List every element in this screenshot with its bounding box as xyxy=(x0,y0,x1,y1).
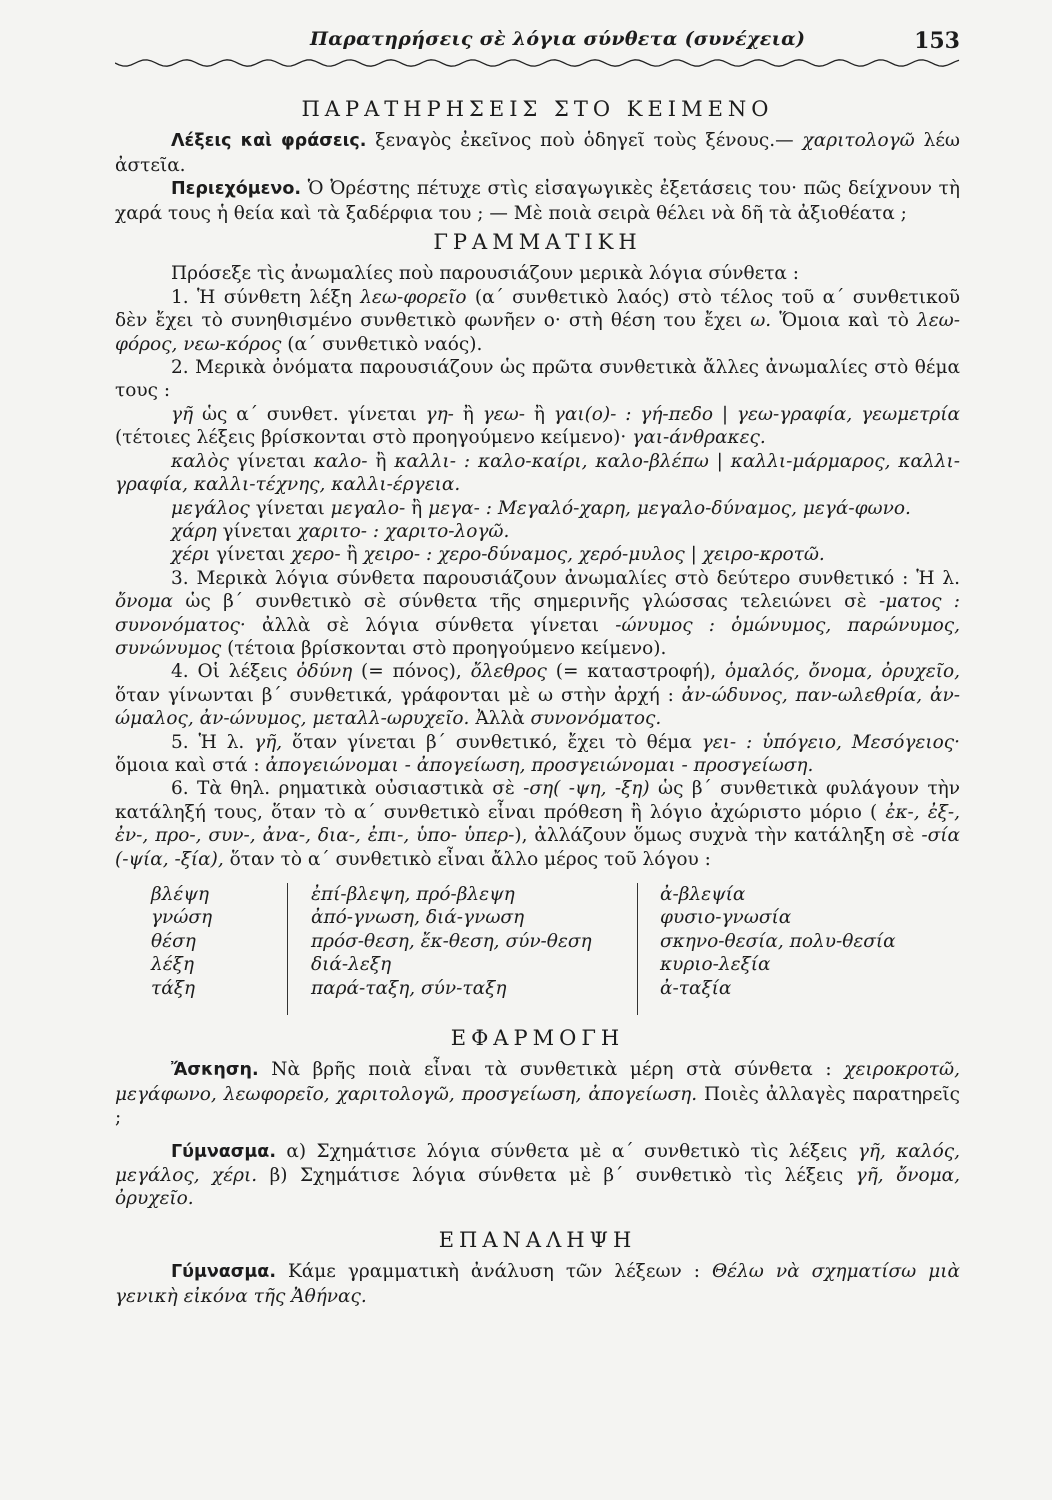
text: ὅταν γίνεται β΄ συνθετικό, ἔχει τὸ θέμα xyxy=(282,731,702,753)
text: ἢ xyxy=(525,403,554,425)
text: 3. Μερικὰ λόγια σύνθετα παρουσιάζουν ἀνωμαλίες στὸ δεύτερο συνθετικό : Ἡ λ. xyxy=(171,567,960,589)
term: καλλι- : καλο-καίρι, καλο-βλέπω | καλλι-μάρμαρος, καλλι-γραφία, καλλι-τέχνης, καλλι-έργεια. xyxy=(115,450,960,496)
lexicon-definition: λέω ἀστεῖα. xyxy=(115,130,961,176)
observations-heading: ΠΑΡΑΤΗΡΗΣΕΙΣ ΣΤΟ ΚΕΙΜΕΝΟ xyxy=(301,97,774,121)
content-text: Ὁ Ὀρέστης πέτυχε στὶς εἰσαγωγικὲς ἐξετάσεις του· πῶς δείχνουν τὴ χαρά τους ἡ θεία καὶ τὰ ξαδέρφια του ; — Μὲ ποιὰ σειρὰ θέλει νὰ δῆ τὰ ἀξιοθέατα ; xyxy=(115,178,960,224)
exercise-2 xyxy=(115,1140,960,1211)
wavy-rule xyxy=(115,56,960,70)
term: χειροκροτῶ, μεγάφωνο, λεωφορεῖο, χαριτολογῶ, προσγείωση, ἀπογείωση. xyxy=(115,1059,960,1105)
text: ἀλλὰ σὲ λόγια σύνθετα γίνεται xyxy=(245,614,616,636)
exercise-label: Ἄσκηση. xyxy=(171,1060,259,1081)
text: α) Σχημάτισε λόγια σύνθετα μὲ α΄ συνθετικὸ τὶς λέξεις xyxy=(275,1140,858,1162)
term: ὀδύνη xyxy=(296,661,353,683)
term: γῆ, xyxy=(254,731,283,753)
term: καλὸς xyxy=(171,450,229,472)
rule-1-term: λεω-φορεῖο xyxy=(360,286,467,308)
table-cell: φυσιο-γνωσία xyxy=(660,907,792,929)
table-cell: γνώση xyxy=(151,907,213,929)
rule-1-term: ω. xyxy=(750,310,772,332)
rule-1-text: 1. Ἡ σύνθετη λέξη xyxy=(171,286,361,308)
text: ὡς β΄ συνθετικὰ φυλάγουν τὴν κατάληξή τους, ὅταν τὸ α΄ συνθετικὸ εἶναι πρόθεση ἢ λόγιο ἀχώριστο μόριο ( xyxy=(115,778,961,823)
rule-2-cheri xyxy=(115,543,960,566)
term: χειρο- : χερο-δύναμος, χερό-μυλος | χειρο-κροτῶ. xyxy=(363,544,825,566)
table-cell: ἀ-βλεψία xyxy=(660,884,746,905)
term: μεγα- : Μεγαλό-χαρη, μεγαλο-δύναμος, μεγά-φωνο. xyxy=(428,497,911,519)
lexicon-paragraph xyxy=(115,129,960,177)
text: (τέτοιες λέξεις βρίσκονται στὸ προηγούμενο κείμενο)· xyxy=(115,427,633,449)
lexicon-label: Λέξεις καὶ φράσεις. xyxy=(171,131,367,152)
text: β) Σχημάτισε λόγια σύνθετα μὲ β΄ συνθετικὸ τὶς λέξεις xyxy=(257,1165,856,1187)
text: 6. Τὰ θηλ. ρηματικὰ οὐσιαστικὰ σὲ xyxy=(171,778,524,800)
term: -ώνυμος : ὁμώνυμος, παρώνυμος, συνώνυμος xyxy=(115,614,960,659)
column-divider xyxy=(287,883,288,1015)
term: ἐκ-, ἐξ-, ἐν-, προ-, συν-, ἀνα-, δια-, ἐπι-, ὑπο- ὑπερ- xyxy=(115,801,960,847)
rule-1 xyxy=(115,286,960,356)
preposition-column xyxy=(311,883,592,1000)
text: ἢ xyxy=(340,544,364,566)
text: ὅταν τὸ α΄ συνθετικὸ εἶναι ἄλλο μέρος τοῦ λόγου : xyxy=(223,848,711,870)
table-cell: κυριο-λεξία xyxy=(660,954,771,976)
table-cell: διά-λεξη xyxy=(311,954,392,976)
text: γίνεται xyxy=(249,497,331,519)
table-cell: ἀπό-γνωση, διά-γνωση xyxy=(311,907,525,929)
term: χέρι xyxy=(171,544,211,566)
exercise-label: Γύμνασμα. xyxy=(171,1262,276,1283)
term: καλο- xyxy=(313,450,368,472)
table-cell: λέξη xyxy=(151,954,194,976)
term: χαριτο- : χαριτο-λογῶ. xyxy=(297,520,510,542)
term: γει- : ὑπόγειο, Μεσόγειος· xyxy=(701,731,960,753)
text: γίνεται xyxy=(228,450,314,472)
text: Κάμε γραμματικὴ ἀνάλυση τῶν λέξεων : xyxy=(275,1261,712,1283)
text: ὡς β΄ συνθετικὸ σὲ σύνθετα τῆς σημερινῆς γλώσσας τελειώνει σὲ xyxy=(173,591,879,613)
rule-2-kalos xyxy=(115,450,960,497)
text: γίνεται xyxy=(216,520,298,542)
table-cell: πρόσ-θεση, ἔκ-θεση, σύν-θεση xyxy=(311,930,592,952)
exercise-label: Γύμνασμα. xyxy=(171,1141,276,1162)
running-header xyxy=(115,22,960,72)
rule-4 xyxy=(115,660,960,730)
page-content xyxy=(115,92,960,1308)
term: χερο- xyxy=(291,544,341,566)
rule-1-text: (α΄ συνθετικὸ λαός) στὸ τέλος τοῦ α΄ συνθετικοῦ δὲν ἔχει τὸ συνηθισμένο συνθετικὸ φωνῆεν ο· στὴ θέση του ἔχει xyxy=(115,286,960,332)
text: γίνεται xyxy=(210,544,292,566)
grammar-heading: ΓΡΑΜΜΑΤΙΚΗ xyxy=(433,230,642,255)
lexicon-term: χαριτολογῶ xyxy=(802,130,915,152)
text: Νὰ βρῆς ποιὰ εἶναι τὰ συνθετικὰ μέρη στὰ σύνθετα : xyxy=(258,1059,845,1081)
term: -σία (-ψία, -ξία), xyxy=(115,825,960,870)
rule-1-term: λεω-φόρος, νεω-κόρος xyxy=(115,310,960,355)
rule-2-chari xyxy=(115,520,960,543)
table-cell: βλέψη xyxy=(151,884,209,905)
term: γαι(ο)- : γή-πεδο | γεω-γραφία, γεωμετρία xyxy=(553,403,960,425)
rule-5 xyxy=(115,731,960,778)
term: ὄνομα xyxy=(115,591,174,613)
term: γῆ xyxy=(171,403,194,425)
rule-1-text: Ὅμοια καὶ τὸ xyxy=(771,310,917,332)
term: γαι-άνθρακες. xyxy=(632,427,766,449)
rule-2-megalos xyxy=(115,497,960,520)
running-title: Παρατηρήσεις σὲ λόγια σύνθετα (συνέχεια) xyxy=(310,28,806,50)
lexicon-text: ξεναγὸς ἐκεῖνος ποὺ ὁδηγεῖ τοὺς ξένους.— xyxy=(366,130,803,152)
term: -ση( -ψη, -ξη) xyxy=(523,778,650,800)
text: ὅμοια καὶ στά : xyxy=(115,754,266,776)
text: (τέτοια βρίσκονται στὸ προηγούμενο κείμενο). xyxy=(221,637,667,659)
rule-2-ge xyxy=(115,403,960,450)
column-divider xyxy=(637,883,638,1015)
rule-2: 2. Μερικὰ ὀνόματα παρουσιάζουν ὡς πρῶτα συνθετικὰ ἄλλες ἀνωμαλίες στὸ θέμα τους : xyxy=(115,357,960,402)
content-paragraph xyxy=(115,177,960,225)
base-column xyxy=(151,883,212,1000)
other-column xyxy=(660,883,896,1000)
term: γῆ, ὄνομα, ὀρυχεῖο. xyxy=(115,1165,961,1210)
rule-1-text: (α΄ συνθετικὸ ναός). xyxy=(281,333,483,355)
review-heading: ΕΠΑΝΑΛΗΨΗ xyxy=(438,1227,637,1252)
table-cell: σκηνο-θεσία, πολυ-θεσία xyxy=(660,930,896,952)
term: γῆ, καλός, μεγάλος, χέρι. xyxy=(115,1140,960,1187)
text: 4. Οἱ λέξεις xyxy=(171,661,297,683)
rule-6 xyxy=(115,777,960,871)
term: ἀπογειώνομαι - ἀπογείωση, προσγειώνομαι - προσγείωση. xyxy=(265,754,814,776)
term: χάρη xyxy=(171,520,217,542)
text: ἢ xyxy=(367,450,395,472)
review-exercise xyxy=(115,1260,960,1308)
rule-3 xyxy=(115,567,960,661)
term: μεγαλο- xyxy=(330,497,406,519)
text: Ποιὲς ἀλλαγὲς παρατηρεῖς ; xyxy=(115,1083,960,1129)
content-label: Περιεχόμενο. xyxy=(171,179,301,200)
table-cell: θέση xyxy=(151,930,196,952)
term: -ματος : συνονόματος· xyxy=(115,591,960,636)
term: συνονόματος. xyxy=(530,708,662,730)
table-cell: ἀ-ταξία xyxy=(660,977,732,999)
term: ἀν-ώδυνος, παν-ωλεθρία, ἀν-ώμαλος, ἀν-ώνυμος, μεταλλ-ωρυχεῖο. xyxy=(115,684,960,730)
table-cell: τάξη xyxy=(151,977,196,999)
text: 5. Ἡ λ. xyxy=(171,731,255,753)
term: μεγάλος xyxy=(171,497,250,519)
text: (= καταστροφή), xyxy=(546,661,725,683)
term: Θέλω νὰ σχηματίσω μιὰ γενικὴ εἰκόνα τῆς Ἀθήνας. xyxy=(115,1261,960,1307)
table-cell: παρά-ταξη, σύν-ταξη xyxy=(311,977,507,999)
term: γη- xyxy=(425,403,454,425)
table-cell: ἐπί-βλεψη, πρό-βλεψη xyxy=(311,884,515,905)
text: ἢ xyxy=(405,497,429,519)
text: ), ἀλλάζουν ὅμως συχνὰ τὴν κατάληξη σὲ xyxy=(514,825,922,847)
text: ὅταν γίνωνται β΄ συνθετικά, γράφονται μὲ ω στὴν ἀρχή : xyxy=(115,684,682,706)
exercise-1 xyxy=(115,1058,960,1129)
text: ὡς α΄ συνθετ. γίνεται xyxy=(193,403,426,425)
text: (= πόνος), xyxy=(352,661,471,683)
grammar-intro: Πρόσεξε τὶς ἀνωμαλίες ποὺ παρουσιάζουν μερικὰ λόγια σύνθετα : xyxy=(171,263,800,285)
application-heading: ΕΦΑΡΜΟΓΗ xyxy=(450,1026,625,1050)
term: γεω- xyxy=(482,403,526,425)
term: ὁμαλός, ὄνομα, ὀρυχεῖο, xyxy=(724,661,960,683)
text: ἢ xyxy=(453,403,483,425)
compounds-table xyxy=(115,883,960,1021)
page-number: 153 xyxy=(914,28,960,54)
text: Ἀλλὰ xyxy=(469,708,531,730)
term: ὄλεθρος xyxy=(470,661,547,683)
